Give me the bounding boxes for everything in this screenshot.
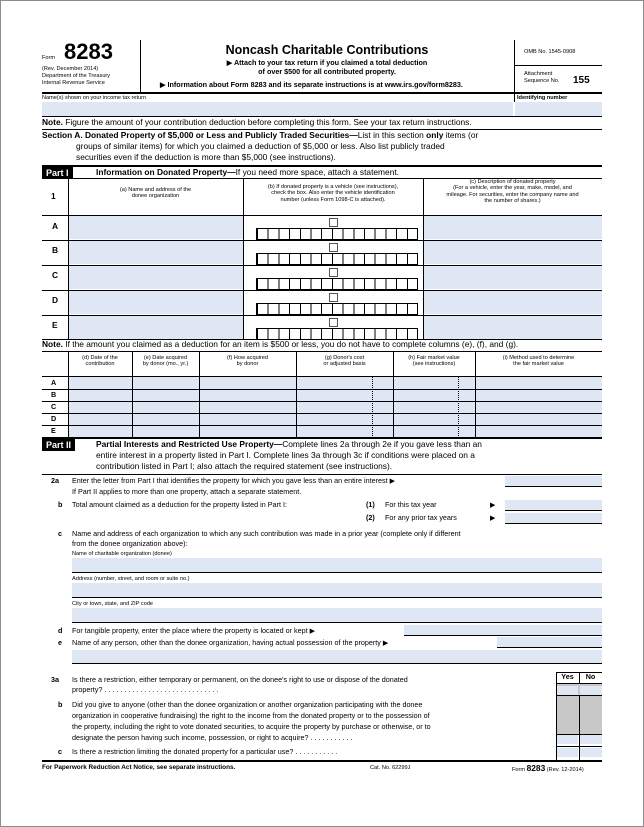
arrow-icon: ▶ bbox=[490, 500, 496, 509]
line-3b-text-4: designate the person having such income, possession, or right to acquire? . . . . . . . . . . . bbox=[72, 733, 353, 742]
names-label: Name(s) shown on your income tax return bbox=[42, 95, 147, 101]
t2-divider bbox=[199, 377, 200, 438]
donee-name-field[interactable] bbox=[69, 291, 243, 314]
row-letter: E bbox=[52, 320, 58, 330]
line-2c-number: c bbox=[58, 529, 62, 538]
line-2d-field[interactable] bbox=[404, 625, 602, 636]
vehicle-checkbox[interactable] bbox=[329, 293, 338, 302]
col-h-header: (h) Fair market value (see instructions) bbox=[408, 355, 460, 368]
sequence-label: Sequence No. bbox=[524, 78, 560, 84]
note-500-or-less: Note. If the amount you claimed as a deduction for an item is $500 or less, you do not have to complete columns (e), (f), and (g). bbox=[42, 339, 519, 349]
footer-form-id: Form 8283 (Rev. 12-2014) bbox=[512, 763, 584, 773]
line-2b-number: b bbox=[58, 500, 63, 509]
vin-field[interactable] bbox=[256, 303, 418, 315]
table2-fields[interactable] bbox=[69, 377, 602, 438]
description-field[interactable] bbox=[424, 216, 602, 239]
part2-line-2: entire interest in a property listed in Part I. Complete lines 3a through 3c if conditions were placed on a bbox=[96, 450, 475, 460]
donee-name-field[interactable] bbox=[69, 216, 243, 239]
col-e-header: (e) Date acquired by donor (mo., yr.) bbox=[142, 355, 189, 368]
donee-name-label: Name of charitable organization (donee) bbox=[72, 551, 172, 557]
row-letter: B bbox=[52, 245, 59, 255]
attach-line-2: of over $500 for all contributed property. bbox=[258, 67, 396, 76]
sequence-number: 155 bbox=[573, 75, 590, 86]
section-a-heading: Section A. Donated Property of $5,000 or Less and Publicly Traded Securities—List in this section only items (or bbox=[42, 130, 479, 140]
line-3a-number: 3a bbox=[51, 675, 59, 684]
col-g-header: (g) Donor's cost or adjusted basis bbox=[323, 355, 366, 368]
t2-row-letter: B bbox=[51, 390, 57, 399]
t2-divider bbox=[132, 377, 133, 438]
line-3b-text-2: organization in cooperative fundraising) the right to the income from the donated property or to the possession of bbox=[72, 711, 430, 720]
line-3c-no-box[interactable] bbox=[580, 748, 602, 757]
note-figure-amount: Note. Figure the amount of your contribution deduction before completing this form. See your tax return instructions. bbox=[42, 117, 472, 127]
t2-row-letter: D bbox=[51, 414, 57, 423]
omb-number: OMB No. 1545-0908 bbox=[524, 49, 576, 55]
id-label: Identifying number bbox=[517, 95, 568, 101]
col-i-header: (i) Method used to determine the fair market value bbox=[502, 355, 575, 368]
yes-no-divider-mid-2 bbox=[579, 696, 580, 734]
t2-row-letter: C bbox=[51, 402, 57, 411]
department: Department of the Treasury bbox=[42, 73, 111, 79]
arrow-icon: ▶ bbox=[490, 513, 496, 522]
line-2b2-number: (2) bbox=[366, 513, 375, 522]
t2-divider bbox=[68, 377, 69, 438]
section-a-line-2: groups of similar items) for which you claimed a deduction of $5,000 or less. Also list publicly traded bbox=[76, 141, 445, 151]
line-2b1-text: For this tax year bbox=[385, 500, 437, 509]
t2-row-rule bbox=[42, 413, 602, 414]
address-field[interactable] bbox=[72, 583, 602, 598]
city-field[interactable] bbox=[72, 608, 602, 623]
id-number-field[interactable] bbox=[515, 102, 602, 116]
col-a-header: (a) Name and address of the donee organization bbox=[119, 187, 192, 200]
revision-date: (Rev. December 2014) bbox=[42, 66, 99, 72]
vin-field[interactable] bbox=[256, 253, 418, 265]
part1-title: Information on Donated Property—If you need more space, attach a statement. bbox=[96, 167, 400, 177]
description-field[interactable] bbox=[424, 241, 602, 264]
vehicle-checkbox[interactable] bbox=[329, 318, 338, 327]
address-label: Address (number, street, and room or suite no.) bbox=[72, 576, 190, 582]
part2-title: Partial Interests and Restricted Use Property—Complete lines 2a through 2e if you gave less than an bbox=[96, 439, 482, 449]
line-1-number: 1 bbox=[51, 191, 56, 201]
line-3b-no-box[interactable] bbox=[580, 735, 602, 744]
line-3b-number: b bbox=[58, 700, 63, 709]
form-title: Noncash Charitable Contributions bbox=[225, 43, 429, 57]
line-2a-field[interactable] bbox=[505, 476, 602, 487]
line-2a-note: If Part II applies to more than one property, attach a separate statement. bbox=[72, 487, 302, 496]
col-d-header: (d) Date of the contribution bbox=[82, 355, 118, 368]
line-2b1-field[interactable] bbox=[505, 500, 602, 511]
part1-tag: Part I bbox=[42, 167, 73, 179]
line-2b-text: Total amount claimed as a deduction for the property listed in Part I: bbox=[72, 500, 287, 509]
line-3c-text: Is there a restriction limiting the donated property for a particular use? . . . . . . . . . . . bbox=[72, 747, 338, 756]
line-2e-text: Name of any person, other than the donee organization, having actual possession of the property ▶ bbox=[72, 638, 389, 647]
section-a-line-3: securities even if the deduction is more than $5,000 (see instructions). bbox=[76, 152, 336, 162]
line-2c-text-1: Name and address of each organization to which any such contribution was made in a prior year (complete only if different bbox=[72, 529, 461, 538]
donee-name-field[interactable] bbox=[69, 266, 243, 289]
note2-rule bbox=[42, 351, 602, 352]
agency: Internal Revenue Service bbox=[42, 80, 105, 86]
vin-field[interactable] bbox=[256, 228, 418, 240]
attachment-label: Attachment bbox=[524, 71, 553, 77]
line-3b-text-3: the property, including the right to vote donated securities, to acquire the property by purchase or otherwise, or to bbox=[72, 722, 431, 731]
row-letter: A bbox=[52, 221, 59, 231]
yes-no-rule bbox=[556, 746, 602, 747]
col-b-header: (b) If donated property is a vehicle (see instructions), check the box. Also enter the vehicle identification number (unless Form 1098-C is attached). bbox=[267, 184, 399, 203]
vehicle-checkbox[interactable] bbox=[329, 218, 338, 227]
t2-row-letter: A bbox=[51, 378, 57, 387]
line-2e-field[interactable] bbox=[497, 637, 602, 648]
line-3a-text-2: property? . . . . . . . . . . . . . . . . . . . . . . . . . . . . . bbox=[72, 685, 219, 694]
line-2b2-text: For any prior tax years bbox=[385, 513, 457, 522]
line-3a-yes-box[interactable] bbox=[557, 686, 578, 695]
donee-name-field[interactable] bbox=[69, 241, 243, 264]
line-2d-number: d bbox=[58, 626, 63, 635]
t2-row-letter: E bbox=[51, 426, 56, 435]
footer-rule bbox=[42, 760, 602, 762]
line-3a-no-box[interactable] bbox=[580, 686, 602, 695]
col-c-header: (c) Description of donated property (For a vehicle, enter the year, make, model, and mileage. For securities, enter the company name and the number of shares.) bbox=[446, 179, 579, 205]
line-3c-number: c bbox=[58, 747, 62, 756]
description-field[interactable] bbox=[424, 291, 602, 314]
form-label: Form bbox=[42, 55, 56, 61]
yes-header: Yes bbox=[561, 672, 574, 681]
description-field[interactable] bbox=[424, 316, 602, 339]
line-2e-number: e bbox=[58, 638, 62, 647]
line-2d-text: For tangible property, enter the place where the property is located or kept ▶ bbox=[72, 626, 316, 635]
form-number: 8283 bbox=[64, 39, 113, 64]
t2-cents-divider bbox=[372, 377, 373, 438]
t2-row-rule bbox=[42, 389, 602, 390]
description-field[interactable] bbox=[424, 266, 602, 289]
part2-rule bbox=[42, 474, 602, 475]
part2-tag: Part II bbox=[42, 439, 75, 451]
line-3c-yes-box[interactable] bbox=[557, 748, 578, 757]
t2-divider bbox=[393, 377, 394, 438]
info-line: ▶ Information about Form 8283 and its separate instructions is at www.irs.gov/form8283. bbox=[160, 80, 463, 89]
attach-line-1: ▶ Attach to your tax return if you claimed a total deduction bbox=[226, 58, 428, 67]
line-2a-text: Enter the letter from Part I that identifies the property for which you gave less than an entire interest ▶ bbox=[72, 476, 396, 485]
line-3a-text-1: Is there a restriction, either temporary or permanent, on the donee's right to use or dispose of the donated bbox=[72, 675, 408, 684]
vehicle-checkbox[interactable] bbox=[329, 268, 338, 277]
line-2a-number: 2a bbox=[51, 476, 59, 485]
names-field[interactable] bbox=[42, 102, 513, 116]
omb-divider bbox=[514, 65, 602, 66]
donee-name-field-2c[interactable] bbox=[72, 558, 602, 573]
line-2b2-field[interactable] bbox=[505, 513, 602, 524]
vin-field[interactable] bbox=[256, 278, 418, 290]
t2-divider bbox=[475, 377, 476, 438]
t2-divider bbox=[296, 377, 297, 438]
line-3b-yes-box[interactable] bbox=[557, 735, 578, 744]
vehicle-checkbox[interactable] bbox=[329, 243, 338, 252]
col-f-header: (f) How acquired by donor bbox=[226, 355, 269, 368]
line-3b-text-1: Did you give to anyone (other than the donee organization or another organization participating with the donee bbox=[72, 700, 423, 709]
part2-line-3: contribution listed in Part I; also attach the required statement (see instructions). bbox=[96, 461, 393, 471]
row-letter: D bbox=[52, 295, 59, 305]
line-2b1-number: (1) bbox=[366, 500, 375, 509]
t2-row-rule bbox=[42, 401, 602, 402]
t2-row-rule bbox=[42, 425, 602, 426]
t2-cents-divider bbox=[458, 377, 459, 438]
catalog-number: Cat. No. 62299J bbox=[370, 765, 411, 771]
donee-name-field[interactable] bbox=[69, 316, 243, 339]
line-2e-field-2[interactable] bbox=[72, 650, 602, 664]
city-label: City or town, state, and ZIP code bbox=[72, 601, 154, 607]
header-bottom-rule bbox=[42, 92, 602, 94]
line-2c-text-2: from the donee organization above): bbox=[72, 539, 188, 548]
row-letter: C bbox=[52, 270, 59, 280]
no-header: No bbox=[585, 672, 596, 681]
paperwork-notice: For Paperwork Reduction Act Notice, see separate instructions. bbox=[42, 764, 236, 771]
